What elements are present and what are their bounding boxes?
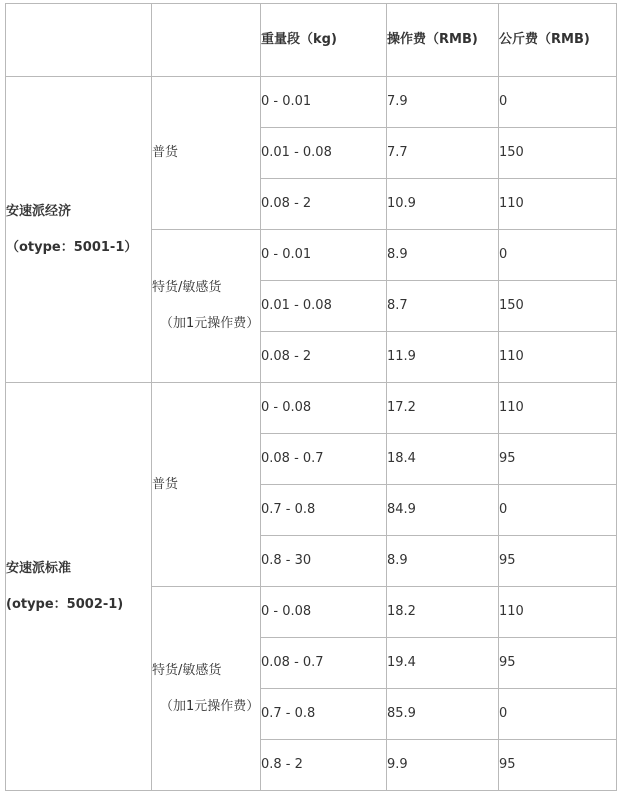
operation-fee-cell: 8.7 [387, 281, 499, 332]
weight-range-header: 重量段（kg) [261, 4, 387, 77]
per-kg-fee-cell: 0 [499, 230, 617, 281]
weight-range-cell: 0.01 - 0.08 [261, 281, 387, 332]
per-kg-fee-cell: 0 [499, 485, 617, 536]
operation-fee-cell: 17.2 [387, 383, 499, 434]
operation-fee-cell: 8.9 [387, 536, 499, 587]
per-kg-fee-cell: 0 [499, 77, 617, 128]
per-kg-fee-cell: 0 [499, 689, 617, 740]
operation-fee-cell: 19.4 [387, 638, 499, 689]
weight-range-cell: 0.8 - 2 [261, 740, 387, 791]
channel-cell [6, 77, 152, 383]
operation-fee-header: 操作费（RMB) [387, 4, 499, 77]
channel-otype: （otype：5001-1） [6, 239, 138, 255]
shipping-rate-table [5, 3, 617, 791]
operation-fee-cell: 7.7 [387, 128, 499, 179]
weight-range-cell: 0.08 - 2 [261, 332, 387, 383]
operation-fee-cell: 11.9 [387, 332, 499, 383]
operation-fee-cell: 9.9 [387, 740, 499, 791]
operation-fee-cell: 84.9 [387, 485, 499, 536]
per-kg-fee-cell: 95 [499, 740, 617, 791]
per-kg-fee-cell: 95 [499, 536, 617, 587]
cargo-surcharge-note: （加1元操作费） [160, 698, 260, 714]
channel-cell [6, 383, 152, 791]
table-row [6, 77, 617, 128]
weight-range-cell: 0 - 0.01 [261, 230, 387, 281]
rate-table-body [6, 77, 617, 791]
weight-range-cell: 0.7 - 0.8 [261, 485, 387, 536]
cargo-type-label: 普货 [152, 476, 179, 492]
per-kg-fee-header: 公斤费（RMB) [499, 4, 617, 77]
weight-range-cell: 0.01 - 0.08 [261, 128, 387, 179]
operation-fee-cell: 18.4 [387, 434, 499, 485]
table-row [6, 383, 617, 434]
channel-otype: (otype：5002-1) [6, 596, 124, 612]
channel-name: 安速派经济 [6, 203, 72, 219]
per-kg-fee-cell: 110 [499, 332, 617, 383]
weight-range-cell: 0 - 0.01 [261, 77, 387, 128]
weight-range-cell: 0.08 - 2 [261, 179, 387, 230]
cargo-type-header [152, 4, 261, 77]
per-kg-fee-cell: 110 [499, 587, 617, 638]
per-kg-fee-cell: 150 [499, 281, 617, 332]
operation-fee-cell: 85.9 [387, 689, 499, 740]
per-kg-fee-cell: 95 [499, 434, 617, 485]
cargo-type-cell [152, 230, 261, 383]
weight-range-cell: 0.08 - 0.7 [261, 434, 387, 485]
operation-fee-cell: 18.2 [387, 587, 499, 638]
cargo-type-cell [152, 77, 261, 230]
cargo-type-cell [152, 383, 261, 587]
cargo-type-label: 普货 [152, 145, 179, 160]
cargo-surcharge-note: （加1元操作费） [160, 316, 260, 331]
operation-fee-cell: 10.9 [387, 179, 499, 230]
per-kg-fee-cell: 150 [499, 128, 617, 179]
cargo-type-label: 特货/敏感货 [152, 280, 222, 295]
per-kg-fee-cell: 110 [499, 179, 617, 230]
channel-name: 安速派标准 [6, 560, 72, 576]
per-kg-fee-cell: 95 [499, 638, 617, 689]
cargo-type-cell [152, 587, 261, 791]
weight-range-cell: 0 - 0.08 [261, 587, 387, 638]
weight-range-cell: 0.8 - 30 [261, 536, 387, 587]
weight-range-cell: 0 - 0.08 [261, 383, 387, 434]
weight-range-cell: 0.7 - 0.8 [261, 689, 387, 740]
weight-range-cell: 0.08 - 0.7 [261, 638, 387, 689]
operation-fee-cell: 8.9 [387, 230, 499, 281]
operation-fee-cell: 7.9 [387, 77, 499, 128]
cargo-type-label: 特货/敏感货 [152, 662, 222, 678]
channel-header [6, 4, 152, 77]
per-kg-fee-cell: 110 [499, 383, 617, 434]
header-row [6, 4, 617, 77]
